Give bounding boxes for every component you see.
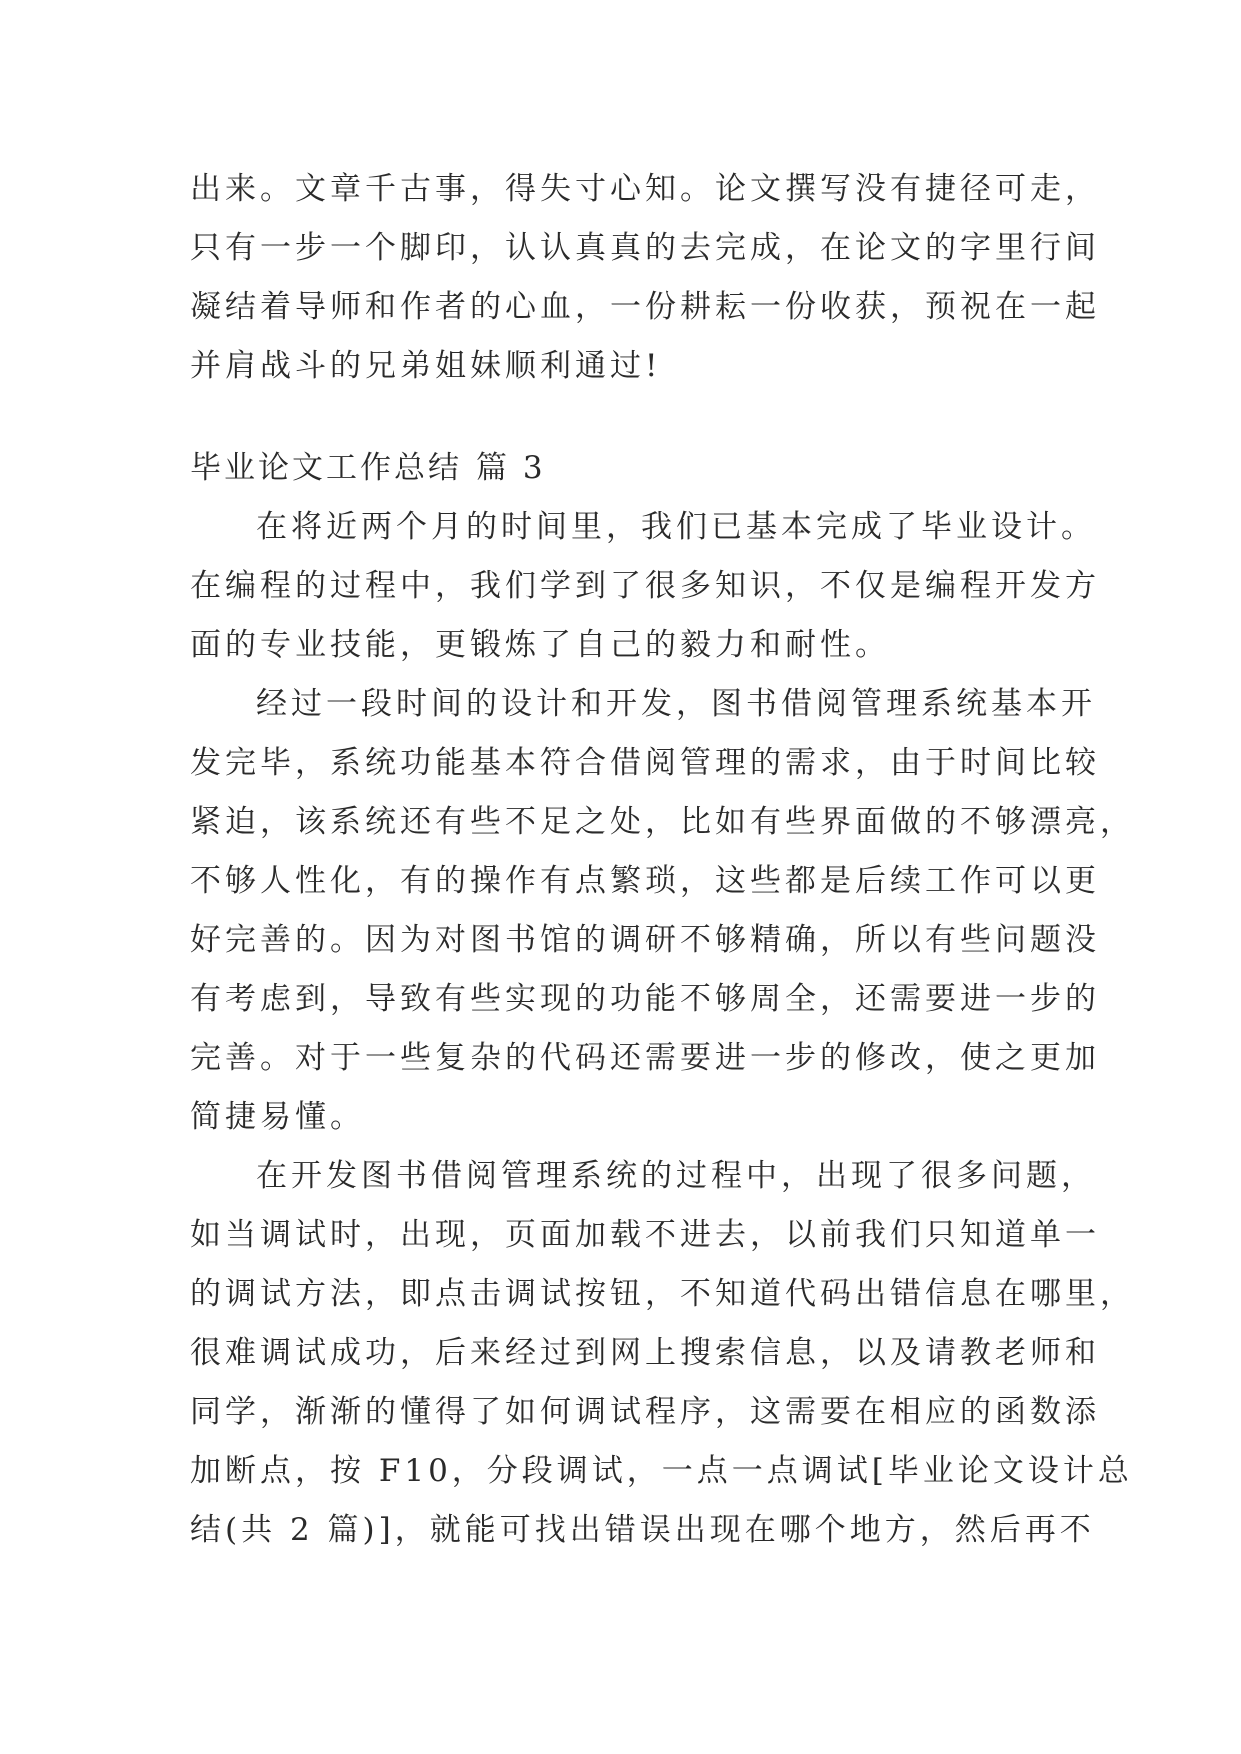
text-line: 结(共 2 篇)]，就能可找出错误出现在哪个地方，然后再不 [190, 1512, 1095, 1548]
text-line: 有考虑到，导致有些实现的功能不够周全，还需要进一步的 [190, 981, 1100, 1017]
paragraph-3 [190, 1147, 1135, 1560]
text-line: 发完毕，系统功能基本符合借阅管理的需求，由于时间比较 [190, 745, 1100, 781]
paragraph-1 [190, 498, 1100, 675]
text-line: 面的专业技能，更锻炼了自己的毅力和耐性。 [190, 627, 890, 663]
text-line: 不够人性化，有的操作有点繁琐，这些都是后续工作可以更 [190, 863, 1100, 899]
text-line: 完善。对于一些复杂的代码还需要进一步的修改，使之更加 [190, 1040, 1100, 1076]
section-heading [190, 439, 1070, 498]
section-title: 毕业论文工作总结 [190, 450, 462, 486]
text-line: 紧迫，该系统还有些不足之处，比如有些界面做的不够漂亮， [190, 804, 1135, 840]
text-line: 的调试方法，即点击调试按钮，不知道代码出错信息在哪里， [190, 1276, 1135, 1312]
section-spacer [190, 396, 1070, 439]
text-line: 如当调试时，出现，页面加载不进去，以前我们只知道单一 [190, 1217, 1100, 1253]
text-line: 在编程的过程中，我们学到了很多知识，不仅是编程开发方 [190, 568, 1100, 604]
text-line: 只有一步一个脚印，认认真真的去完成，在论文的字里行间 [190, 230, 1100, 266]
text-line: 凝结着导师和作者的心血，一份耕耘一份收获，预祝在一起 [190, 289, 1100, 325]
text-line: 好完善的。因为对图书馆的调研不够精确，所以有些问题没 [190, 922, 1100, 958]
text-line: 并肩战斗的兄弟姐妹顺利通过! [190, 348, 662, 384]
text-line: 经过一段时间的设计和开发，图书借阅管理系统基本开 [256, 686, 1096, 722]
document-body [190, 160, 1135, 1560]
intro-paragraph [190, 160, 1100, 396]
text-line: 出来。文章千古事，得失寸心知。论文撰写没有捷径可走， [190, 171, 1100, 207]
section-number: 篇 3 [476, 450, 546, 486]
text-line: 同学，渐渐的懂得了如何调试程序，这需要在相应的函数添 [190, 1394, 1100, 1430]
text-line: 在开发图书借阅管理系统的过程中，出现了很多问题， [256, 1158, 1096, 1194]
text-line: 加断点，按 F10，分段调试，一点一点调试[毕业论文设计总 [190, 1453, 1133, 1489]
text-line: 在将近两个月的时间里，我们已基本完成了毕业设计。 [256, 509, 1096, 545]
text-line: 很难调试成功，后来经过到网上搜索信息，以及请教老师和 [190, 1335, 1100, 1371]
text-line: 简捷易懂。 [190, 1099, 365, 1135]
paragraph-2 [190, 675, 1135, 1147]
